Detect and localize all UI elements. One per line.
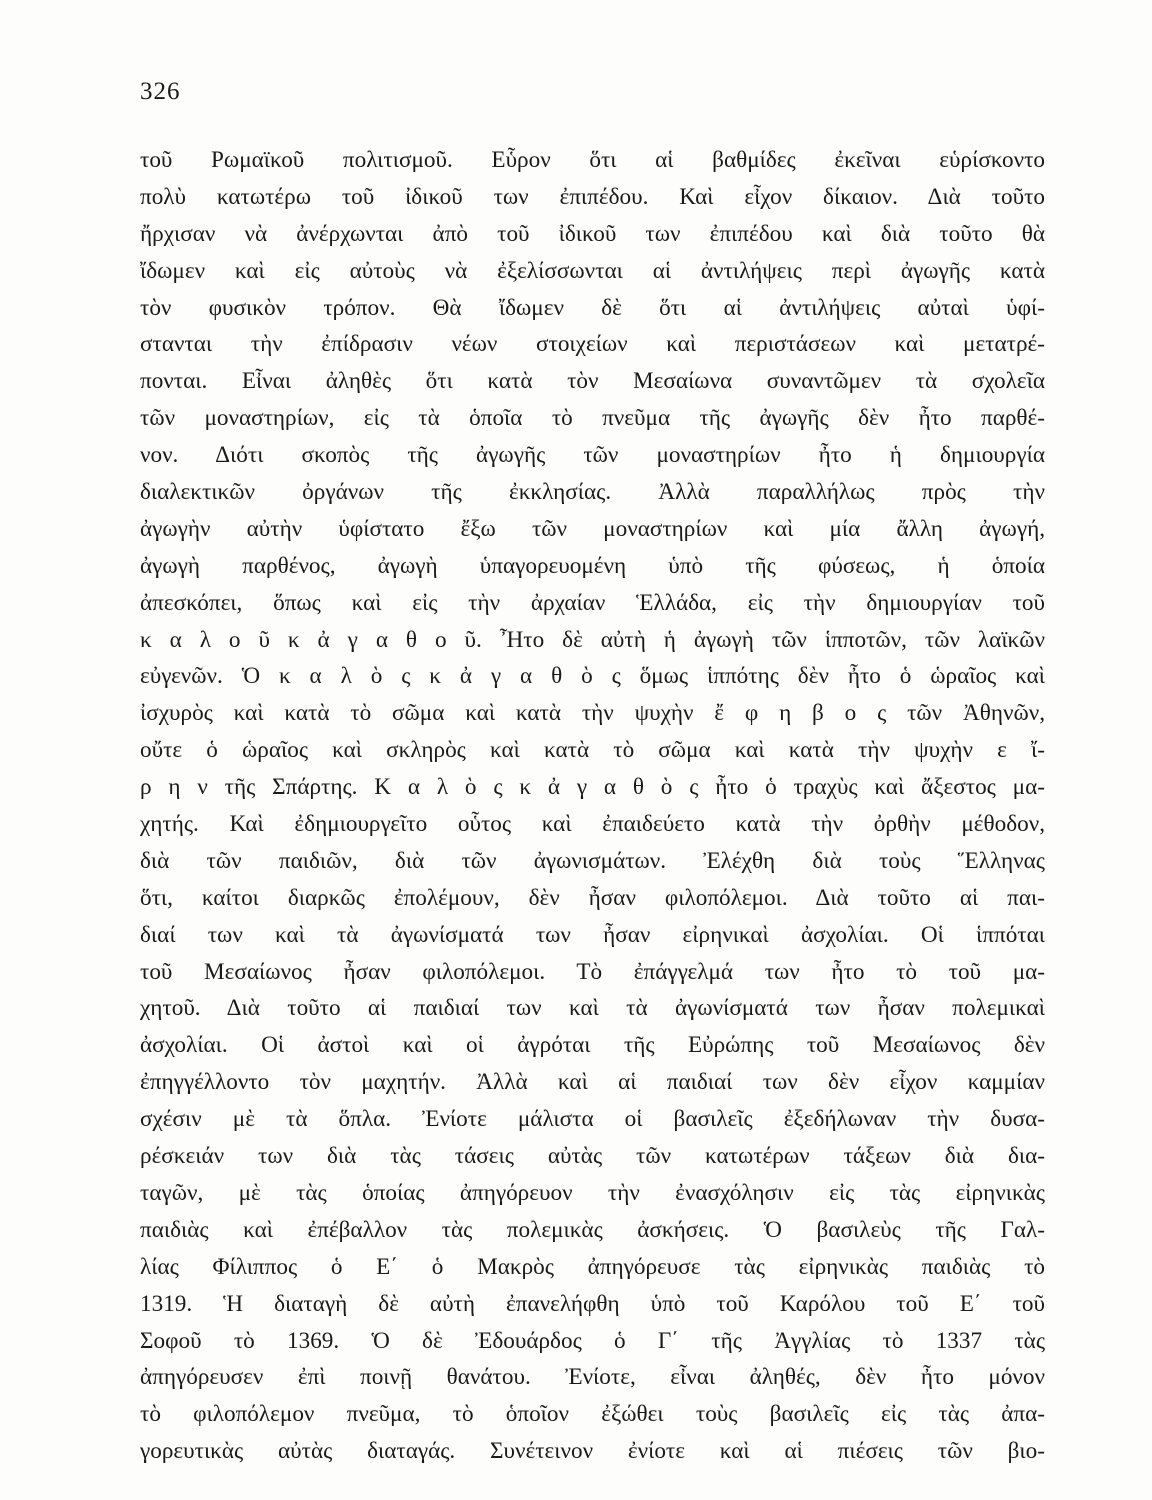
text-line: ρ η ν τῆς Σπάρτης. Κ α λ ὸ ς κ ἀ γ α θ ὸ ς ἦτο ὁ τραχὺς καὶ ἄξεστος μα- bbox=[140, 774, 1045, 801]
text-line: διὰ τῶν παιδιῶν, διὰ τῶν ἀγωνισμάτων. Ἐλέχθη διὰ τοὺς Ἕλληνας bbox=[140, 847, 1045, 874]
text-line: χητοῦ. Διὰ τοῦτο αἱ παιδιαί των καὶ τὰ ἀγωνίσματά των ἦσαν πολεμικαὶ bbox=[140, 995, 1045, 1022]
text-line: οὔτε ὁ ὡραῖος καὶ σκληρὸς καὶ κατὰ τὸ σῶμα καὶ κατὰ τὴν ψυχὴν ε ἴ- bbox=[140, 737, 1045, 764]
text-line: παιδιὰς καὶ ἐπέβαλλον τὰς πολεμικὰς ἀσκήσεις. Ὁ βασιλεὺς τῆς Γαλ- bbox=[140, 1216, 1045, 1243]
text-line: κ α λ ο ῦ κ ἀ γ α θ ο ῦ. Ἦτο δὲ αὐτὴ ἡ ἀγωγὴ τῶν ἱπποτῶν, τῶν λαϊκῶν bbox=[140, 626, 1045, 653]
text-line: στανται τὴν ἐπίδρασιν νέων στοιχείων καὶ περιστάσεων καὶ μετατρέ- bbox=[140, 331, 1045, 358]
page-number: 326 bbox=[140, 78, 181, 105]
text-line: διαί των καὶ τὰ ἀγωνίσματά των ἦσαν εἰρηνικαὶ ἀσχολίαι. Οἱ ἱππόται bbox=[140, 921, 1045, 948]
body-text bbox=[140, 142, 1045, 1470]
text-line: ἀγωγὴ παρθένος, ἀγωγὴ ὑπαγορευομένη ὑπὸ τῆς φύσεως, ἡ ὁποία bbox=[140, 552, 1045, 579]
text-line: διαλεκτικῶν ὀργάνων τῆς ἐκκλησίας. Ἀλλὰ παραλλήλως πρὸς τὴν bbox=[140, 479, 1045, 506]
text-line: τὸν φυσικὸν τρόπον. Θὰ ἴδωμεν δὲ ὅτι αἱ ἀντιλήψεις αὐταὶ ὑφί- bbox=[140, 294, 1045, 321]
text-line: ὅτι, καίτοι διαρκῶς ἐπολέμουν, δὲν ἦσαν φιλοπόλεμοι. Διὰ τοῦτο αἱ παι- bbox=[140, 884, 1045, 911]
text-line: Σοφοῦ τὸ 1369. Ὁ δὲ Ἐδουάρδος ὁ Γ΄ τῆς Ἀγγλίας τὸ 1337 τὰς bbox=[140, 1327, 1045, 1354]
text-line: ἀπηγόρευσεν ἐπὶ ποινῇ θανάτου. Ἐνίοτε, εἶναι ἀληθές, δὲν ἦτο μόνον bbox=[140, 1364, 1045, 1391]
text-line: νον. Διότι σκοπὸς τῆς ἀγωγῆς τῶν μοναστηρίων ἦτο ἡ δημιουργία bbox=[140, 442, 1045, 469]
text-line: τοῦ Ρωμαϊκοῦ πολιτισμοῦ. Εὗρον ὅτι αἱ βαθμίδες ἐκεῖναι εὑρίσκοντο bbox=[140, 147, 1045, 173]
text-line: ἀσχολίαι. Οἱ ἀστοὶ καὶ οἱ ἀγρόται τῆς Εὐρώπης τοῦ Μεσαίωνος δὲν bbox=[140, 1032, 1045, 1059]
text-line: πονται. Εἶναι ἀληθὲς ὅτι κατὰ τὸν Μεσαίωνα συναντῶμεν τὰ σχολεῖα bbox=[140, 368, 1045, 395]
text-line: ἐπηγγέλλοντο τὸν μαχητήν. Ἀλλὰ καὶ αἱ παιδιαί των δὲν εἶχον καμμίαν bbox=[140, 1069, 1045, 1096]
text-line: σχέσιν μὲ τὰ ὅπλα. Ἐνίοτε μάλιστα οἱ βασιλεῖς ἐξεδήλωναν τὴν δυσα- bbox=[140, 1106, 1045, 1133]
text-line: ρέσκειάν των διὰ τὰς τάσεις αὐτὰς τῶν κατωτέρων τάξεων διὰ δια- bbox=[140, 1143, 1045, 1170]
text-line: ἴδωμεν καὶ εἰς αὐτοὺς νὰ ἐξελίσσωνται αἱ ἀντιλήψεις περὶ ἀγωγῆς κατὰ bbox=[140, 257, 1045, 284]
text-line: γορευτικὰς αὐτὰς διαταγάς. Συνέτεινον ἐνίοτε καὶ αἱ πιέσεις τῶν βιο- bbox=[140, 1438, 1045, 1465]
text-line: ἀπεσκόπει, ὅπως καὶ εἰς τὴν ἀρχαίαν Ἑλλάδα, εἰς τὴν δημιουργίαν τοῦ bbox=[140, 589, 1045, 616]
text-line: ταγῶν, μὲ τὰς ὁποίας ἀπηγόρευον τὴν ἐνασχόλησιν εἰς τὰς εἰρηνικὰς bbox=[140, 1179, 1045, 1206]
text-line: εὐγενῶν. Ὁ κ α λ ὸ ς κ ἀ γ α θ ὸ ς ὅμως ἱππότης δὲν ἦτο ὁ ὡραῖος καὶ bbox=[140, 663, 1045, 690]
text-line: ἰσχυρὸς καὶ κατὰ τὸ σῶμα καὶ κατὰ τὴν ψυχὴν ἔ φ η β ο ς τῶν Ἀθηνῶν, bbox=[140, 700, 1045, 727]
text-line: χητής. Καὶ ἐδημιουργεῖτο οὗτος καὶ ἐπαιδεύετο κατὰ τὴν ὀρθὴν μέθοδον, bbox=[140, 811, 1045, 838]
text-line: ἀγωγὴν αὐτὴν ὑφίστατο ἔξω τῶν μοναστηρίων καὶ μία ἄλλη ἀγωγή, bbox=[140, 515, 1045, 542]
text-line: τῶν μοναστηρίων, εἰς τὰ ὁποῖα τὸ πνεῦμα τῆς ἀγωγῆς δὲν ἦτο παρθέ- bbox=[140, 405, 1045, 432]
text-line: τὸ φιλοπόλεμον πνεῦμα, τὸ ὁποῖον ἐξώθει τοὺς βασιλεῖς εἰς τὰς ἀπα- bbox=[140, 1401, 1045, 1428]
text-line: ἤρχισαν νὰ ἀνέρχωνται ἀπὸ τοῦ ἰδικοῦ των ἐπιπέδου καὶ διὰ τοῦτο θὰ bbox=[140, 220, 1045, 247]
text-line: πολὺ κατωτέρω τοῦ ἰδικοῦ των ἐπιπέδου. Καὶ εἶχον δίκαιον. Διὰ τοῦτο bbox=[140, 183, 1045, 210]
text-line: τοῦ Μεσαίωνος ἦσαν φιλοπόλεμοι. Τὸ ἐπάγγελμά των ἦτο τὸ τοῦ μα- bbox=[140, 958, 1045, 985]
text-line: 1319. Ἡ διαταγὴ δὲ αὐτὴ ἐπανελήφθη ὑπὸ τοῦ Καρόλου τοῦ Ε΄ τοῦ bbox=[140, 1290, 1045, 1317]
text-line: λίας Φίλιππος ὁ Ε΄ ὁ Μακρὸς ἀπηγόρευσε τὰς εἰρηνικὰς παιδιὰς τὸ bbox=[140, 1253, 1045, 1280]
